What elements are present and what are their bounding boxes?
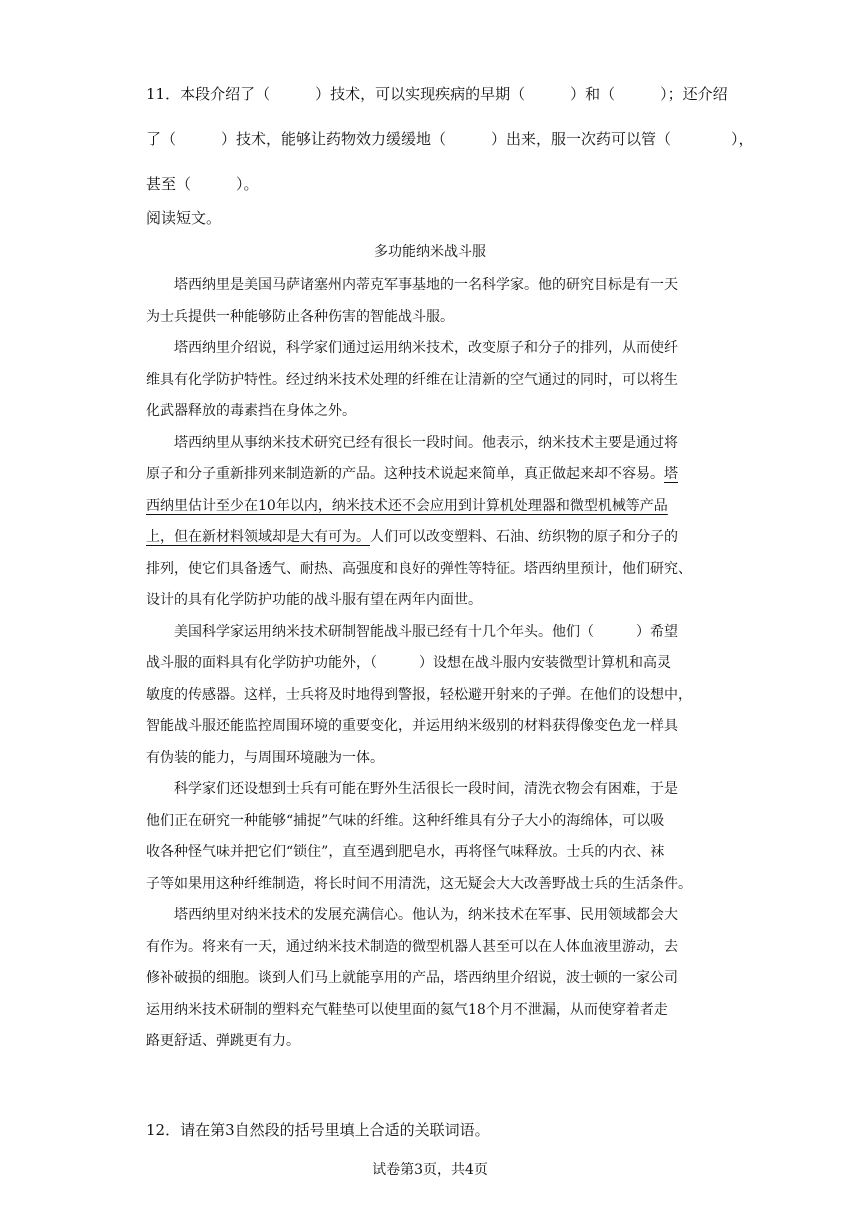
underlined-sentence-start: 塔 xyxy=(664,466,678,482)
paragraph-4-line-5: 有伪装的能力，与周围环境融为一体。 xyxy=(146,749,384,766)
paragraph-3-line-2-text: 原子和分子重新排列来制造新的产品。这种技术说起来简单，真正做起来却不容易。 xyxy=(146,466,664,482)
paragraph-2-line-1: 塔西纳里介绍说，科学家们通过运用纳米技术，改变原子和分子的排列，从而使纤 xyxy=(174,340,678,356)
underlined-sentence-end: 上，但在新材料领域却是大有可为。 xyxy=(146,529,370,545)
paragraph-1-line-1: 塔西纳里是美国马萨诸塞州内蒂克军事基地的一名科学家。他的研究目标是有一天 xyxy=(174,277,678,293)
paragraph-3-line-4 xyxy=(146,522,718,554)
article-body xyxy=(146,270,718,1058)
question-11 xyxy=(146,72,754,207)
underlined-sentence-middle: 西纳里估计至少在10年以内，纳米技术还不会应用到计算机处理器和微型机械等产品 xyxy=(146,497,668,514)
article-title: 多功能纳米战斗服 xyxy=(374,244,486,260)
paragraph-6-line-1: 塔西纳里对纳米技术的发展充满信心。他认为，纳米技术在军事、民用领域都会大 xyxy=(174,907,678,923)
paragraph-1-line-2: 为士兵提供一种能够防止各种伤害的智能战斗服。 xyxy=(146,308,454,325)
paragraph-6-line-3: 修补破损的细胞。谈到人们马上就能享用的产品，塔西纳里介绍说，波士顿的一家公司 xyxy=(146,970,678,986)
paragraph-3-line-4-text: 人们可以改变塑料、石油、纺织物的原子和分子的 xyxy=(370,529,678,545)
paragraph-5-line-3: 收各种怪气味并把它们“锁住”，直至遇到肥皂水，再将怪气味释放。士兵的内衣、袜 xyxy=(146,844,665,860)
paragraph-4-line-1: 美国科学家运用纳米技术研制智能战斗服已经有十几个年头。他们（ ）希望 xyxy=(174,623,678,640)
article-paragraph-1 xyxy=(146,270,718,333)
paragraph-3-line-1: 塔西纳里从事纳米技术研究已经有很长一段时间。他表示，纳米技术主要是通过将 xyxy=(174,434,678,451)
paragraph-6-line-5: 路更舒适、弹跳更有力。 xyxy=(146,1033,300,1049)
paragraph-2-line-2: 维具有化学防护特性。经过纳米技术处理的纤维在让清新的空气通过的同时，可以将生 xyxy=(146,371,678,388)
article-paragraph-6 xyxy=(146,900,718,1058)
article-paragraph-3 xyxy=(146,428,718,617)
paragraph-4-line-4: 智能战斗服还能监控周围环境的重要变化，并运用纳米级别的材料获得像变色龙一样具 xyxy=(146,718,678,734)
paragraph-5-line-2: 他们正在研究一种能够“捕捉”气味的纤维。这种纤维具有分子大小的海绵体，可以吸 xyxy=(146,812,665,829)
paragraph-3-line-6: 设计的具有化学防护功能的战斗服有望在两年内面世。 xyxy=(146,592,482,608)
article-paragraph-5 xyxy=(146,774,718,900)
question-11-line-2: 了（ ）技术，能够让药物效力缓缓地（ ）出来，服一次药可以管（ ）， xyxy=(146,130,754,148)
paragraph-6-line-2: 有作为。将来有一天，通过纳米技术制造的微型机器人甚至可以在人体血液里游动，去 xyxy=(146,938,678,955)
paragraph-3-line-5: 排列，使它们具备透气、耐热、高强度和良好的弹性等特征。塔西纳里预计，他们研究、 xyxy=(146,560,692,577)
page-footer: 试卷第3页，共4页 xyxy=(372,1162,488,1178)
reading-instruction: 阅读短文。 xyxy=(146,209,222,227)
paragraph-3-line-2 xyxy=(146,459,718,491)
question-12: 12．请在第3自然段的括号里填上合适的关联词语。 xyxy=(146,1121,490,1139)
paragraph-4-line-2: 战斗服的面料具有化学防护功能外，（ ）设想在战斗服内安装微型计算机和高灵 xyxy=(146,655,671,671)
paragraph-4-line-3: 敏度的传感器。这样，士兵将及时地得到警报，轻松避开射来的子弹。在他们的设想中， xyxy=(146,686,692,703)
article-paragraph-4 xyxy=(146,617,718,775)
paragraph-6-line-4: 运用纳米技术研制的塑料充气鞋垫可以使里面的氦气18个月不泄漏，从而使穿着者走 xyxy=(146,1001,668,1018)
article-paragraph-2 xyxy=(146,333,718,428)
paragraph-2-line-3: 化武器释放的毒素挡在身体之外。 xyxy=(146,403,356,419)
question-11-line-1: 11．本段介绍了（ ）技术，可以实现疾病的早期（ ）和（ ）；还介绍 xyxy=(146,85,728,103)
paragraph-5-line-1: 科学家们还设想到士兵有可能在野外生活很长一段时间，清洗衣物会有困难，于是 xyxy=(174,781,678,797)
question-11-line-3: 甚至（ ）。 xyxy=(146,175,259,193)
paragraph-5-line-4: 子等如果用这种纤维制造，将长时间不用清洗，这无疑会大大改善野战士兵的生活条件。 xyxy=(146,875,692,892)
